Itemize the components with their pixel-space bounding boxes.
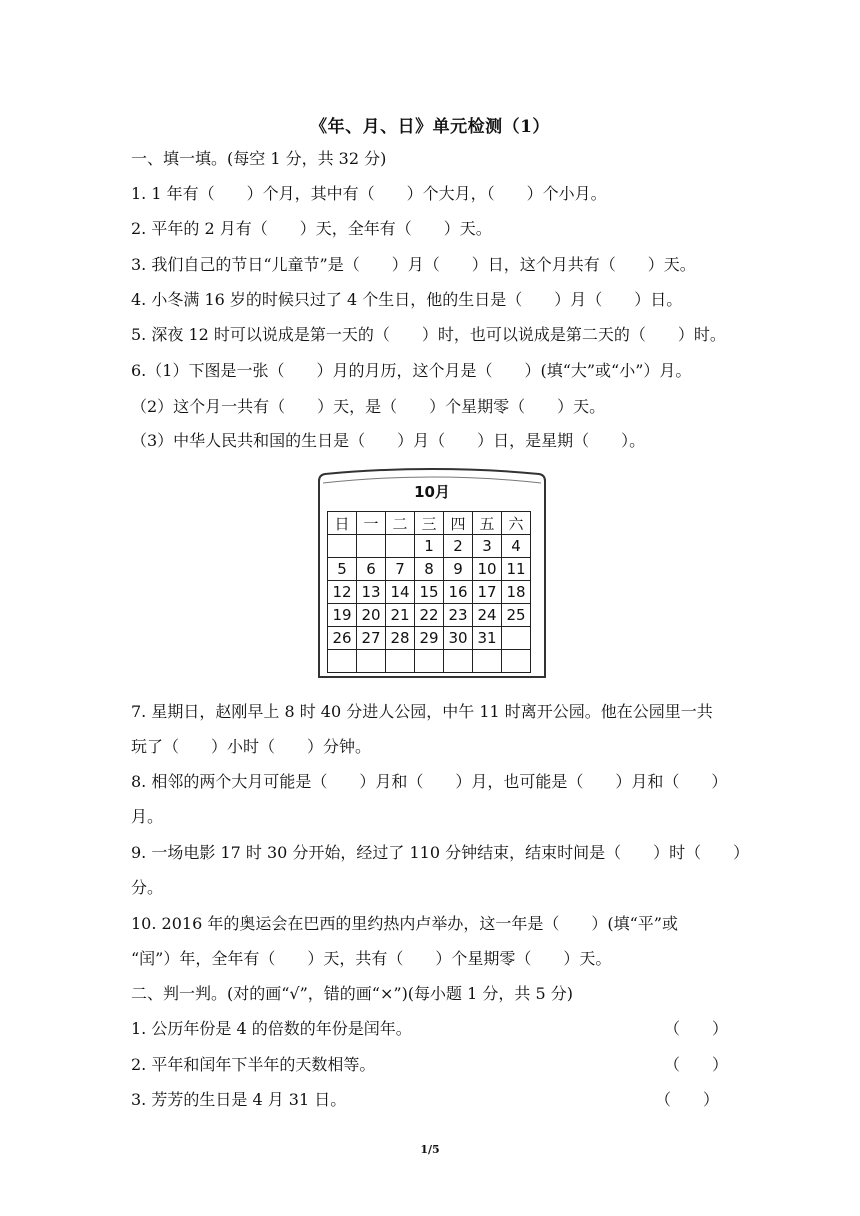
- question-2-1: 1. 公历年份是 4 的倍数的年份是闰年。: [131, 1019, 412, 1038]
- question-1-6-part2: （2）这个月一共有（ ）天，是（ ）个星期零（ ）天。: [131, 397, 606, 416]
- day-cell: 24: [473, 604, 502, 627]
- day-cell: 28: [386, 627, 415, 650]
- day-cell: 25: [502, 604, 531, 627]
- day-cell: 17: [473, 581, 502, 604]
- day-cell: 18: [502, 581, 531, 604]
- day-cell: 15: [415, 581, 444, 604]
- day-cell: 11: [502, 558, 531, 581]
- day-cell: 21: [386, 604, 415, 627]
- answer-bracket-2-3: （ ）: [655, 1090, 720, 1109]
- calendar-week-row: [328, 535, 531, 558]
- calendar-week-row: [328, 581, 531, 604]
- day-cell: 29: [415, 627, 444, 650]
- day-cell: 26: [328, 627, 357, 650]
- day-cell: 10: [473, 558, 502, 581]
- day-cell: 20: [357, 604, 386, 627]
- day-cell: 13: [357, 581, 386, 604]
- calendar-week-row: [328, 650, 531, 673]
- calendar-week-row: [328, 627, 531, 650]
- question-1-9-line1: 9. 一场电影 17 时 30 分开始，经过了 110 分钟结束，结束时间是（ ）时（ ）: [131, 843, 750, 862]
- day-cell: [502, 627, 531, 650]
- day-cell: 16: [444, 581, 473, 604]
- day-cell: 5: [328, 558, 357, 581]
- question-1-8-line1: 8. 相邻的两个大月可能是（ ）月和（ ）月，也可能是（ ）月和（ ）: [131, 772, 728, 791]
- section1-heading: 一、填一填。(每空 1 分，共 32 分): [131, 149, 387, 168]
- day-cell: [444, 650, 473, 673]
- question-2-2: 2. 平年和闰年下半年的天数相等。: [131, 1055, 376, 1074]
- question-1-5: 5. 深夜 12 时可以说成是第一天的（ ）时，也可以说成是第二天的（ ）时。: [131, 325, 726, 344]
- day-cell: 6: [357, 558, 386, 581]
- question-1-10-line1: 10. 2016 年的奥运会在巴西的里约热内卢举办，这一年是（ ）(填“平”或: [131, 914, 678, 933]
- answer-bracket-2-1: （ ）: [664, 1019, 729, 1038]
- day-cell: 7: [386, 558, 415, 581]
- question-1-3: 3. 我们自己的节日“儿童节”是（ ）月（ ）日，这个月共有（ ）天。: [131, 255, 696, 274]
- question-1-2: 2. 平年的 2 月有（ ）天，全年有（ ）天。: [131, 219, 492, 238]
- section2-heading: 二、判一判。(对的画“√”，错的画“×”)(每小题 1 分，共 5 分): [131, 984, 573, 1003]
- page-title: 《年、月、日》单元检测（1）: [310, 117, 550, 137]
- weekday-cell: 五: [473, 512, 502, 535]
- weekday-cell: 四: [444, 512, 473, 535]
- day-cell: [473, 650, 502, 673]
- question-1-7-line2: 玩了（ ）小时（ ）分钟。: [131, 737, 372, 756]
- question-1-8-line2: 月。: [131, 807, 164, 826]
- day-cell: [328, 650, 357, 673]
- day-cell: 27: [357, 627, 386, 650]
- weekday-cell: 二: [386, 512, 415, 535]
- day-cell: [328, 535, 357, 558]
- day-cell: [386, 535, 415, 558]
- day-cell: 30: [444, 627, 473, 650]
- day-cell: 3: [473, 535, 502, 558]
- day-cell: [357, 650, 386, 673]
- answer-bracket-2-2: （ ）: [664, 1055, 729, 1074]
- weekday-cell: 三: [415, 512, 444, 535]
- day-cell: 23: [444, 604, 473, 627]
- day-cell: 9: [444, 558, 473, 581]
- calendar-grid: [327, 511, 531, 673]
- day-cell: [415, 650, 444, 673]
- weekday-cell: 日: [328, 512, 357, 535]
- day-cell: 2: [444, 535, 473, 558]
- calendar-weekday-row: [328, 512, 531, 535]
- day-cell: [357, 535, 386, 558]
- question-1-6-part3: （3）中华人民共和国的生日是（ ）月（ ）日，是星期（ ）。: [131, 431, 646, 450]
- question-1-4: 4. 小冬满 16 岁的时候只过了 4 个生日，他的生日是（ ）月（ ）日。: [131, 290, 683, 309]
- weekday-cell: 一: [357, 512, 386, 535]
- question-1-7-line1: 7. 星期日，赵刚早上 8 时 40 分进人公园，中午 11 时离开公园。他在公园里一共: [131, 702, 713, 721]
- day-cell: [502, 650, 531, 673]
- day-cell: 19: [328, 604, 357, 627]
- day-cell: [386, 650, 415, 673]
- calendar-week-row: [328, 558, 531, 581]
- question-1-10-line2: “闰”）年，全年有（ ）天，共有（ ）个星期零（ ）天。: [131, 949, 612, 968]
- day-cell: 4: [502, 535, 531, 558]
- day-cell: 8: [415, 558, 444, 581]
- question-2-3: 3. 芳芳的生日是 4 月 31 日。: [131, 1090, 347, 1109]
- day-cell: 1: [415, 535, 444, 558]
- page-number: 1/5: [420, 1143, 440, 1156]
- october-calendar: [316, 467, 548, 679]
- question-1-1: 1. 1 年有（ ）个月，其中有（ ）个大月，（ ）个小月。: [131, 184, 607, 203]
- day-cell: 31: [473, 627, 502, 650]
- weekday-cell: 六: [502, 512, 531, 535]
- calendar-title: 10月: [414, 483, 450, 501]
- question-1-6-part1: 6.（1）下图是一张（ ）月的月历，这个月是（ ）(填“大”或“小”）月。: [131, 361, 692, 380]
- question-1-9-line2: 分。: [131, 878, 164, 897]
- calendar-week-row: [328, 604, 531, 627]
- day-cell: 12: [328, 581, 357, 604]
- day-cell: 22: [415, 604, 444, 627]
- day-cell: 14: [386, 581, 415, 604]
